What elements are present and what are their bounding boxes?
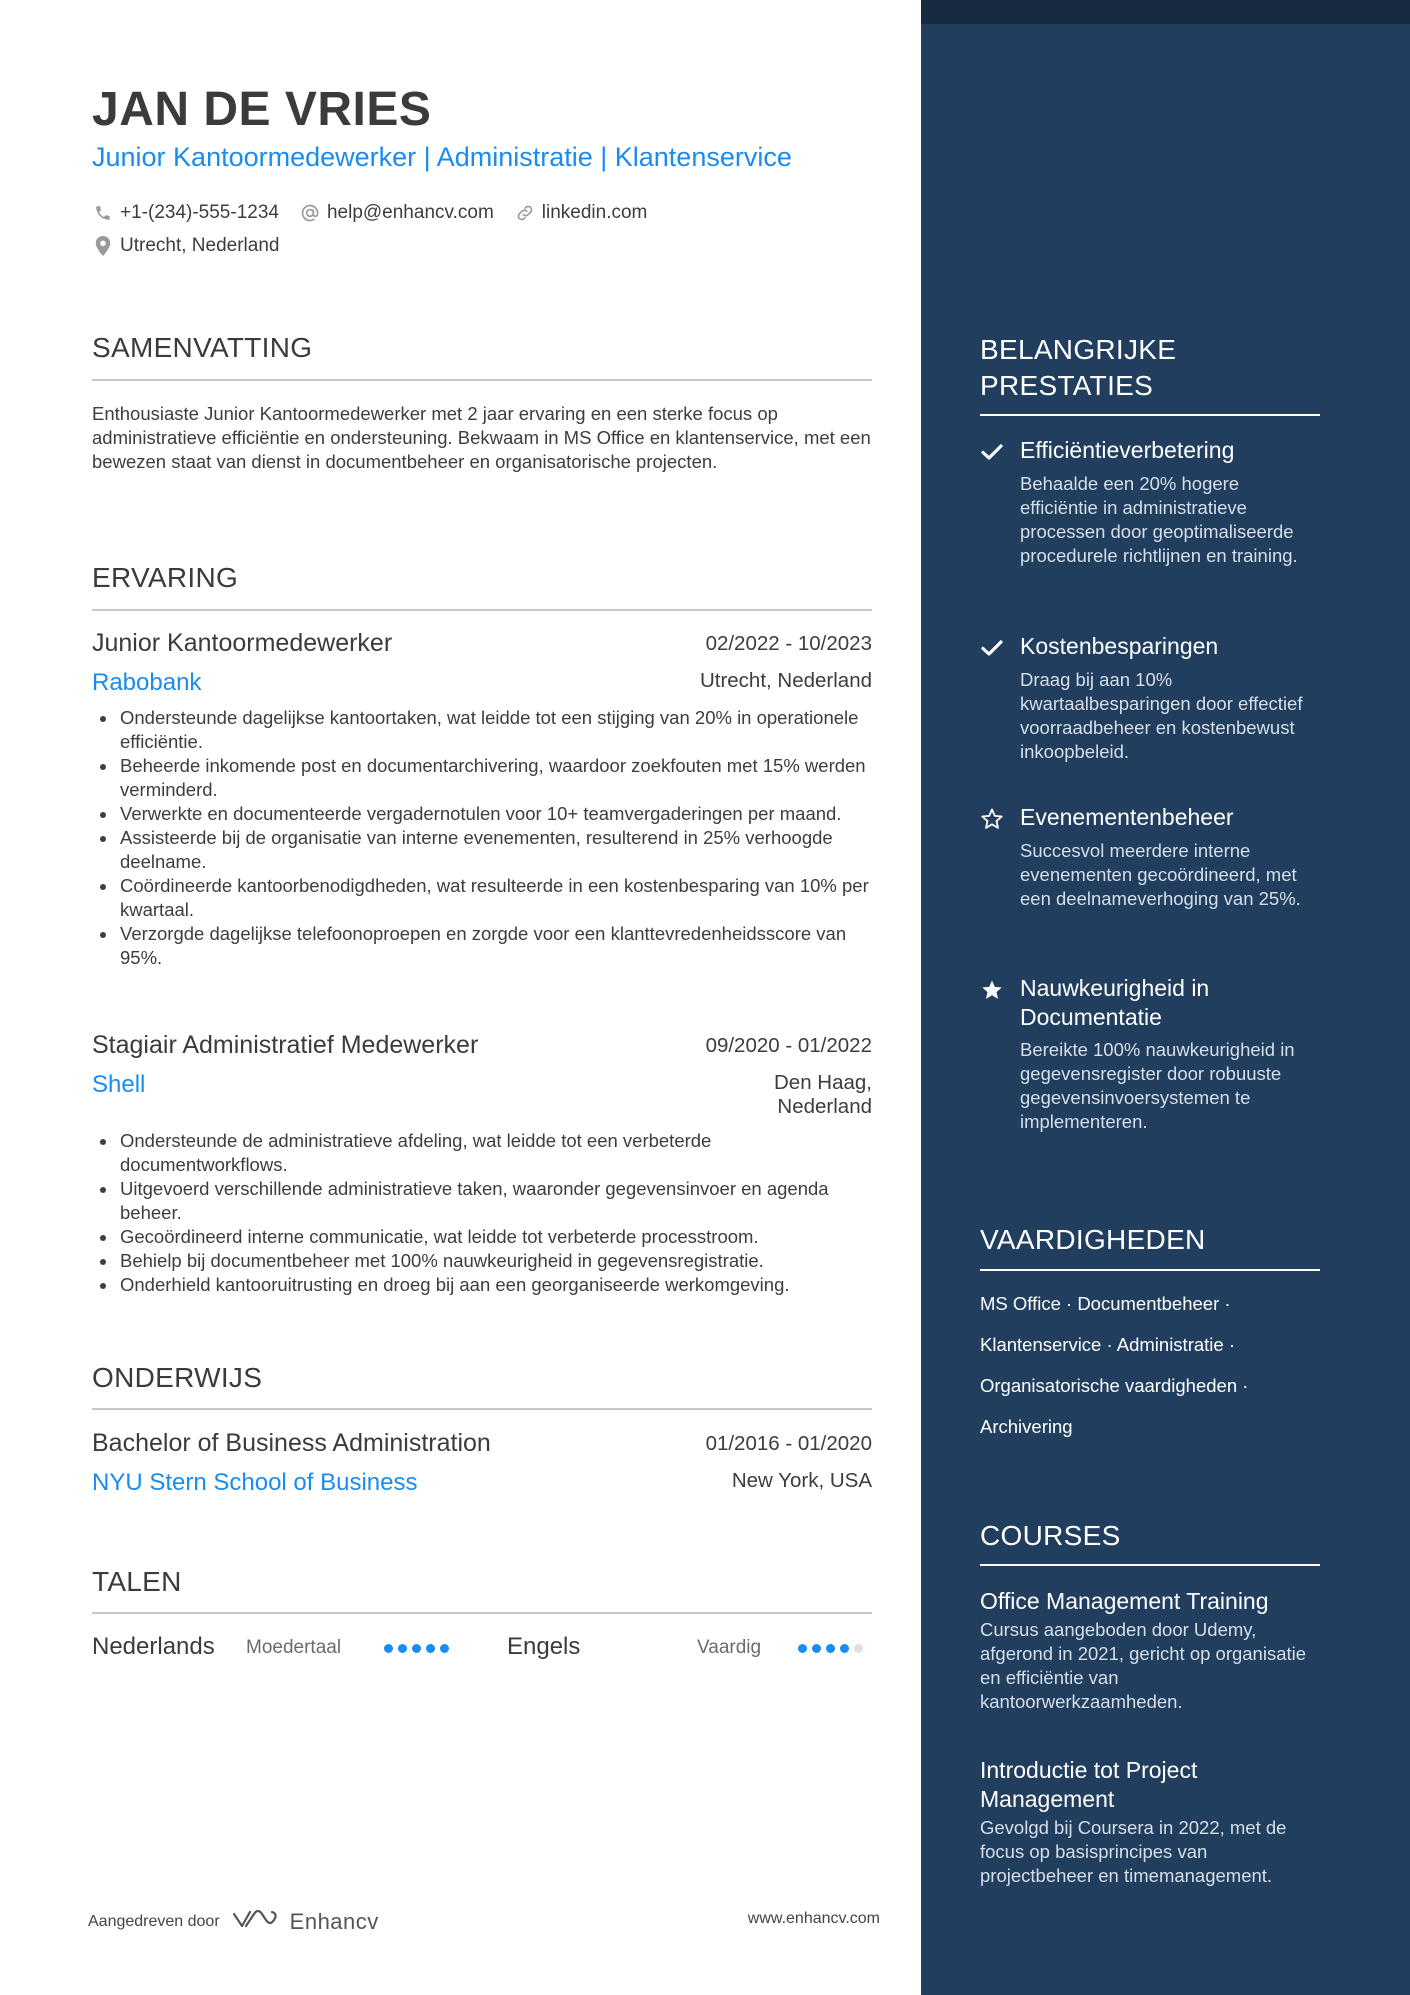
rating-dot-filled	[826, 1644, 835, 1653]
language-level: Vaardig	[697, 1637, 762, 1658]
summary-title: SAMENVATTING	[92, 332, 313, 363]
job-company[interactable]: Rabobank	[92, 669, 202, 696]
contact-info	[92, 196, 872, 262]
website-link[interactable]: www.enhancv.com	[747, 1910, 880, 1927]
powered-by-label: Aangedreven door	[88, 1912, 220, 1930]
rating-dot-filled	[412, 1644, 421, 1653]
languages-row	[92, 1633, 872, 1667]
bullet-item: Behielp bij documentbeheer met 100% nauwkeurigheid in gegevensregistratie.	[92, 1249, 872, 1273]
achievement-desc: Behaalde een 20% hogere efficiëntie in administratieve processen door geoptimaliseerde procedurele richtlijnen en training.	[1020, 473, 1298, 566]
star-outline-icon	[980, 807, 1004, 831]
achievements-title: BELANGRIJKE PRESTATIES	[980, 334, 1177, 401]
achievement-title: Nauwkeurigheid in Documentatie	[1020, 975, 1210, 1030]
skills-line: Klantenservice · Administratie ·	[980, 1334, 1235, 1355]
location-text: Utrecht, Nederland	[120, 234, 280, 256]
contact-phone[interactable]	[92, 202, 279, 224]
language-level: Moedertaal	[246, 1637, 342, 1658]
sidebar-top-band	[921, 0, 1410, 24]
phone-icon	[92, 202, 114, 224]
degree-title: Bachelor of Business Administration	[92, 1429, 491, 1457]
courses-title: COURSES	[980, 1520, 1121, 1551]
language-rating	[798, 1644, 863, 1653]
education-dates: 01/2016 - 01/2020	[705, 1432, 872, 1455]
rating-dot-filled	[440, 1644, 449, 1653]
bullet-item: Beheerde inkomende post en documentarchivering, waardoor zoekfouten met 15% werden verminderd.	[92, 754, 872, 802]
link-icon	[514, 202, 536, 224]
languages-title: TALEN	[92, 1566, 182, 1597]
summary-divider	[92, 379, 872, 381]
job-title: Junior Kantoormedewerker	[92, 629, 393, 657]
course-item	[980, 1756, 1320, 1888]
check-icon	[980, 440, 1004, 464]
footer	[88, 1900, 880, 1940]
school-location: New York, USA	[731, 1469, 872, 1492]
candidate-name: JAN DE VRIES	[92, 83, 432, 136]
summary-text: Enthousiaste Junior Kantoormedewerker met 2 jaar ervaring en een sterke focus op administratieve efficiëntie en ondersteuning. Bekwaam in MS Office en klantenservice, met een bewezen staat van dienst in documentbeheer en organisatorische projecten.	[92, 403, 871, 472]
bullet-item: Verwerkte en documenteerde vergadernotulen voor 10+ teamvergaderingen per maand.	[92, 802, 872, 826]
linkedin-text: linkedin.com	[541, 201, 648, 223]
job-title: Stagiair Administratief Medewerker	[92, 1031, 479, 1059]
skills-divider	[980, 1269, 1320, 1271]
job-location: Utrecht, Nederland	[699, 669, 872, 692]
headline: Junior Kantoormedewerker | Administratie | Klantenservice	[92, 142, 792, 172]
bullet-item: Verzorgde dagelijkse telefoonoproepen en zorgde voor een klanttevredenheidsscore van 95%.	[92, 922, 872, 970]
job-bullets	[92, 1129, 872, 1297]
school-name[interactable]: NYU Stern School of Business	[92, 1469, 418, 1496]
skills-line: MS Office · Documentbeheer ·	[980, 1293, 1231, 1314]
language-rating	[384, 1644, 449, 1653]
bullet-item: Onderhield kantooruitrusting en droeg bij aan een georganiseerde werkomgeving.	[92, 1273, 872, 1297]
contact-email[interactable]	[299, 202, 494, 224]
course-title: Introductie tot Project Management	[980, 1757, 1198, 1812]
enhancv-logo-icon[interactable]	[232, 1908, 278, 1935]
contact-linkedin[interactable]	[514, 202, 648, 224]
achievement-title: Kostenbesparingen	[1020, 633, 1219, 659]
bullet-item: Uitgevoerd verschillende administratieve taken, waaronder gegevensinvoer en agenda beheer.	[92, 1177, 872, 1225]
skills-line: Organisatorische vaardigheden ·	[980, 1375, 1249, 1396]
bullet-item: Assisteerde bij de organisatie van interne evenementen, resulterend in 25% verhoogde deelname.	[92, 826, 872, 874]
check-icon	[980, 636, 1004, 660]
contact-location	[92, 235, 279, 257]
course-item	[980, 1587, 1320, 1714]
achievements-divider	[980, 414, 1320, 416]
rating-dot-filled	[384, 1644, 393, 1653]
achievement-title: Evenementenbeheer	[1020, 804, 1234, 830]
bullet-item: Ondersteunde dagelijkse kantoortaken, wat leidde tot een stijging van 20% in operationele efficiëntie.	[92, 706, 872, 754]
course-title: Office Management Training	[980, 1588, 1269, 1614]
sidebar	[921, 0, 1410, 1995]
bullet-item: Ondersteunde de administratieve afdeling, wat leidde tot een verbeterde documentworkflows.	[92, 1129, 872, 1177]
achievement-title: Efficiëntieverbetering	[1020, 437, 1235, 463]
language-name: Nederlands	[92, 1633, 215, 1660]
course-desc: Cursus aangeboden door Udemy, afgerond in 2021, gericht op organisatie en efficiëntie van kantoorwerkzaamheden.	[980, 1619, 1307, 1712]
education-title: ONDERWIJS	[92, 1362, 263, 1393]
skills-line: Archivering	[980, 1416, 1073, 1437]
rating-dot-empty	[854, 1644, 863, 1653]
skills-list	[980, 1288, 1320, 1452]
at-icon	[299, 202, 321, 224]
phone-text: +1-(234)-555-1234	[120, 201, 279, 223]
job-location: Den Haag, Nederland	[773, 1071, 872, 1118]
rating-dot-filled	[812, 1644, 821, 1653]
rating-dot-filled	[798, 1644, 807, 1653]
achievement-desc: Bereikte 100% nauwkeurigheid in gegevensregister door robuuste gegevensinvoersystemen te implementeren.	[1020, 1039, 1295, 1132]
languages-divider	[92, 1612, 872, 1614]
achievement-desc: Succesvol meerdere interne evenementen gecoördineerd, met een deelnameverhoging van 25%.	[1020, 840, 1301, 909]
location-pin-icon	[92, 235, 114, 257]
experience-title: ERVARING	[92, 562, 239, 593]
job-company[interactable]: Shell	[92, 1071, 146, 1098]
courses-divider	[980, 1564, 1320, 1566]
rating-dot-filled	[426, 1644, 435, 1653]
experience-divider	[92, 609, 872, 611]
rating-dot-filled	[398, 1644, 407, 1653]
brand-name[interactable]: Enhancv	[289, 1908, 379, 1934]
powered-by	[88, 1908, 379, 1935]
job-dates: 02/2022 - 10/2023	[705, 632, 872, 655]
bullet-item: Gecoördineerd interne communicatie, wat leidde tot verbeterde processtroom.	[92, 1225, 872, 1249]
star-filled-icon	[980, 978, 1004, 1002]
rating-dot-filled	[840, 1644, 849, 1653]
bullet-item: Coördineerde kantoorbenodigdheden, wat resulteerde in een kostenbesparing van 10% per kwartaal.	[92, 874, 872, 922]
education-divider	[92, 1408, 872, 1410]
job-dates: 09/2020 - 01/2022	[705, 1034, 872, 1057]
language-name: Engels	[507, 1633, 581, 1660]
job-bullets	[92, 706, 872, 970]
skills-title: VAARDIGHEDEN	[980, 1224, 1206, 1255]
course-desc: Gevolgd bij Coursera in 2022, met de focus op basisprincipes van projectbeheer en timemanagement.	[980, 1817, 1287, 1886]
email-text: help@enhancv.com	[326, 201, 494, 223]
achievement-desc: Draag bij aan 10% kwartaalbesparingen door effectief voorraadbeheer en kostenbewust inkoopbeleid.	[1020, 669, 1303, 762]
